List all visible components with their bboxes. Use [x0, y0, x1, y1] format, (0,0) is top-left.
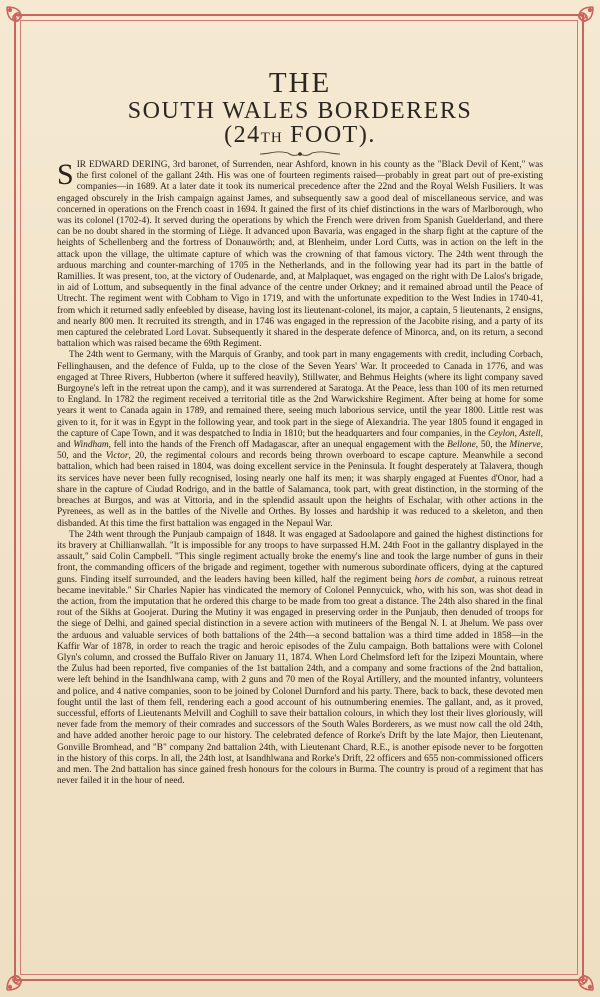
paragraph-2-text-a: The 24th went to Germany, with the Marquis of Granby, and took part in many engagements with credit, including Corbach, Fellinghausen, and the defence of Fulda, up to the close of the Seven Years' War. It proceeded to Canada in 1776, and was engaged at Three Rivers, Hubberton (where it suffered heavily), Stillwater, and Behmus Heights (where its light company saved Burgoyne's left in the retreat upon the camp), and it was surrendered at Saratoga. At the Peace, less than 100 of its men returned to England. In 1782 the regiment received a territorial title as the 2nd Warwickshire Regiment. After being at home for some years it went to Canada again in 1789, and remained there, seeing much laborious service, until the year 1800. Little rest was given to it, for it was in Egypt in the following year, and took part in the siege of Alexandria. The year 1805 found it engaged in the capture of Cape Town, and it was despatched to India in 1810; but the headquarters and four companies, in the: [57, 350, 543, 439]
ship-name: Bellone: [447, 440, 476, 451]
paragraph-1: [57, 160, 543, 350]
ship-name: Windham: [73, 440, 109, 451]
corner-ornament-bottom-left: [4, 959, 38, 993]
title-line-3: [40, 122, 560, 151]
ship-name: Minerve: [509, 440, 541, 451]
paragraph-3: [57, 530, 543, 788]
corner-ornament-top-right: [562, 4, 596, 38]
corner-ornament-top-left: [4, 4, 38, 38]
italic-phrase: hors de combat: [414, 574, 475, 585]
paragraph-3-text-a: The 24th went through the Punjaub campaign of 1848. It was engaged at Sadoolapore and gained the highest distinctions for its bravery at Chillianwallah. "It is impossible for any troops to have surpassed H.M. 24th Foot in the gallantry displayed in the assault," said Colin Campbell. "This single regiment actually broke the enemy's line and took the large number of guns in their front, the commanding officers of the brigade and regiment, together with numerous subordinate officers, dying at the captured guns. Finding itself surrounded, and the leaders having been killed, half the regiment being: [57, 529, 543, 585]
title-line-3-open: (24: [224, 122, 261, 148]
paragraph-2-text-c: , 20, the regimental colours and records being thrown overboard to escape capture. Meanwhile a second battalion, which had been raised in 1804, was doing excellent service in the Peninsula. It fought desperately at Talavera, though its services have never been fully recognised, losing nearly one half its men; it was sharply engaged at Fuentes d'Onor, had a share in the capture of Ciudad Rodrigo, and in the battle of Salamanca, took part, with great distinction, in the storming of the breaches at Burgos, and was at Vittoria, and in the splendid assault upon the heights of Eschalar, with other actions in the Pyrenees, as well as in the battles of the Nivelle and Orthes. By losses and hardship it was reduced to a skeleton, and then disbanded. At this time the first battalion was engaged in the Nepaul War.: [57, 451, 543, 529]
ship-name: Astell: [519, 428, 541, 439]
paragraph-1-text: IR EDWARD DERING, 3rd baronet, of Surrenden, near Ashford, known in his county as the "Black Devil of Kent," was the first colonel of the gallant 24th. His was one of fourteen regiments raised—probably in great part out of pre-existing companies—in 1689. At a later date it took its numerical precedence after the 22nd and the Royal Welsh Fusiliers. It was engaged obscurely in the Irish campaign against James, and subsequently saw a good deal of miscellaneous service, and was concerned in operations on the French coast in 1694. It gained the first of its chief distinctions in the wars of Marlborough, who was its colonel (1702-4). It served during the operations by which the French were driven from Spanish Guelderland, and there can be no doubt shared in the storming of Liège. It advanced upon Bavaria, was engaged in the sharp fight at the capture of the heights of Schellenberg and the fortress of Donauwörth; and, at Blenheim, under Lord Cutts, was in action on the left in the attack upon the village, the ultimate capture of which was the crowning of that famous victory. The 24th went through the arduous marching and counter-marching of 1705 in the Netherlands, and in the following year had its part in the battle of Ramillies. It was present, too, at the victory of Oudenarde, and, at Malplaquet, was engaged on the right with De Lalos's brigade, in aid of Lottum, and subsequently in the final advance of the centre under Orkney; and it remained abroad until the Peace of Utrecht. The regiment went with Cobham to Vigo in 1719, and with the unfortunate expedition to the West Indies in 1740-41, from which it returned sadly enfeebled by disease, having lost its lieutenant-colonel, its major, a captain, 5 lieutenants, 2 ensigns, and nearly 800 men. It recruited its strength, and in 1746 was engaged in the repression of the Jacobite rising, and a party of its men captured the celebrated Lord Lovat. Subsequently it shared in the desperate defence of Minorca, and, on its return, a second battalion which was raised became the 69th Regiment.: [57, 160, 543, 350]
title-divider-ornament: [258, 148, 342, 160]
drop-cap: S: [57, 160, 74, 191]
paragraph-2-sep: , and: [57, 428, 543, 451]
title-line-3-suffix: TH: [260, 130, 283, 146]
ship-name: Victor: [105, 451, 129, 462]
corner-ornament-bottom-right: [562, 959, 596, 993]
title-line-2: SOUTH WALES BORDERERS: [127, 98, 473, 124]
ship-name: Ceylon: [488, 428, 515, 439]
article-body: [57, 160, 543, 950]
paragraph-2: [57, 350, 543, 529]
title-line-1: THE: [268, 67, 332, 99]
paragraph-2-sep: , 50, and the: [57, 440, 543, 462]
title-line-3-close: FOOT).: [282, 122, 376, 148]
paragraph-2-sep: , 50, the: [475, 440, 510, 451]
paragraph-3-text-b: , a ruinous retreat became inevitable." Sir Charles Napier has vindicated the memory of Colonel Pennycuick, who, with his son, was shot dead in the action, from the imputation that he ordered this charge to be made from too great a distance. The 24th also shared in the final rout of the Sikhs at Goojerat. During the Mutiny it was engaged in preserving order in the Punjaub, then denuded of troops for the siege of Delhi, and gained special distinction in a severe action with mutineers of the Bengal N. I. at Jhelum. We pass over the arduous and valuable services of both battalions of the 24th—a second battalion was a third time added in 1858—in the Kaffir War of 1878, in order to reach the tragic and heroic episodes of the Zulu campaign. Both battalions were with Colonel Glyn's column, and crossed the Buffalo River on January 11, 1874. When Lord Chelmsford left for the Izipezi Mountain, where the Zulus had been reported, five companies of the 1st battalion 24th, and a company and some fractions of the 2nd battalion, were left behind in the Isandhlwana camp, with 2 guns and 70 men of the Royal Artillery, and the mounted infantry, volunteers and police, and 4 native companies, soon to be joined by Colonel Durnford and his party. There, back to back, these devoted men fought until the last of them fell, rendering each a good account of his outnumbering enemies. The gallant, and, as it proved, successful, efforts of Lieutenants Melvill and Coghill to save their battalion colours, in which they lost their lives gloriously, will never fade from the memory of their comrades and successors of the South Wales Borderers, as we must now call the old 24th, and have added another heroic page to our history. The celebrated defence of Rorke's Drift by the late Major, then Lieutenant, Gonville Bromhead, and "B" company 2nd battalion 24th, with Lieutenant Chard, R.E., is another episode never to be forgotten in the history of this corps. In all, the 24th lost, at Isandhlwana and Rorke's Drift, 22 officers and 655 non-commissioned officers and men. The 2nd battalion has since gained fresh honours for the colours in Burma. The country is proud of a regiment that has never failed it in the hour of need.: [57, 574, 543, 787]
paragraph-2-text-b: , fell into the hands of the French off Madagascar, after an unequal engagement with the: [108, 440, 448, 451]
paragraph-2-sep: ,: [514, 428, 520, 439]
